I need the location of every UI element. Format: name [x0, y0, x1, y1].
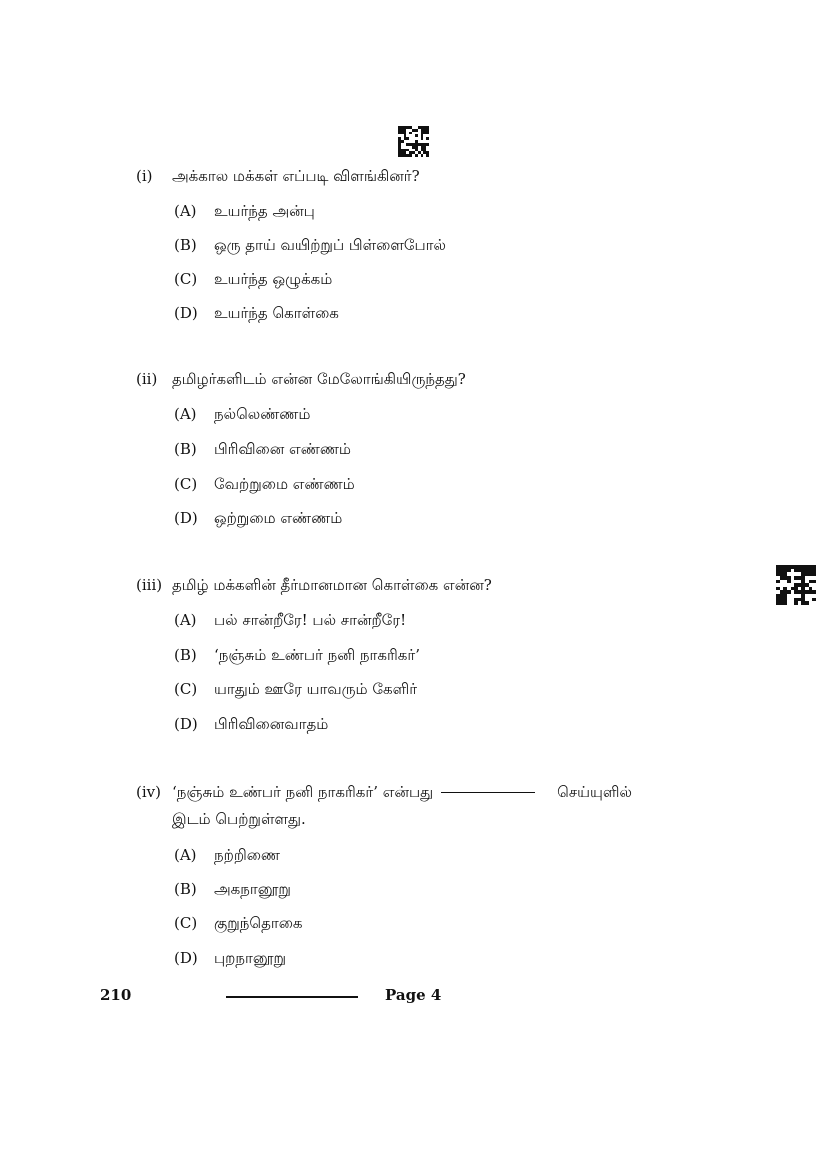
option-text: குறுந்தொகை	[214, 914, 303, 932]
option-text: நல்லெண்ணம்	[214, 405, 311, 423]
option-text: ‘நஞ்சும் உண்பர் நனி நாகரிகர்’	[214, 646, 420, 664]
option-label: (B)	[174, 646, 197, 664]
answer-blank	[441, 792, 535, 793]
option-text: ஒற்றுமை எண்ணம்	[214, 509, 343, 527]
option-b	[174, 879, 291, 899]
option-label: (D)	[174, 304, 198, 322]
qr-code-top	[398, 126, 429, 157]
option-text: உயர்ந்த கொள்கை	[214, 304, 339, 322]
option-a	[174, 845, 280, 865]
paper-code: 210	[100, 986, 132, 1004]
option-a	[174, 404, 310, 424]
option-d	[174, 303, 339, 323]
option-label: (A)	[174, 202, 197, 220]
question-text-line2: இடம் பெற்றுள்ளது.	[172, 810, 306, 828]
question-text: தமிழ் மக்களின் தீர்மானமான கொள்கை என்ன?	[172, 576, 492, 594]
option-d	[174, 508, 342, 528]
footer-divider	[226, 996, 358, 998]
question-number: (iii)	[136, 576, 163, 594]
option-a	[174, 201, 315, 221]
question-text-after-blank: செய்யுளில்	[557, 783, 632, 801]
option-label: (A)	[174, 611, 197, 629]
question-number: (iv)	[136, 783, 161, 801]
option-label: (C)	[174, 914, 198, 932]
page-number: Page 4	[385, 986, 442, 1004]
option-text: உயர்ந்த ஒழுக்கம்	[214, 270, 333, 288]
question-number: (ii)	[136, 370, 158, 388]
option-label: (B)	[174, 440, 197, 458]
option-c	[174, 474, 355, 494]
option-text: உயர்ந்த அன்பு	[214, 202, 315, 220]
option-text: அகநானூறு	[214, 880, 291, 898]
option-text: வேற்றுமை எண்ணம்	[214, 475, 355, 493]
option-label: (B)	[174, 236, 197, 254]
option-b	[174, 235, 446, 255]
option-text: ஒரு தாய் வயிற்றுப் பிள்ளைபோல்	[214, 236, 446, 254]
option-text: பிரிவினைவாதம்	[214, 715, 329, 733]
option-a	[174, 610, 406, 630]
option-text: யாதும் ஊரே யாவரும் கேளிர்	[214, 680, 418, 698]
option-text: நற்றிணை	[214, 846, 281, 864]
option-d	[174, 714, 328, 734]
option-c	[174, 269, 332, 289]
option-label: (C)	[174, 475, 198, 493]
question-text-line1	[172, 782, 632, 802]
option-label: (C)	[174, 270, 198, 288]
option-c	[174, 913, 302, 933]
question-text: அக்கால மக்கள் எப்படி விளங்கினர்?	[172, 167, 420, 185]
option-text: புறநானூறு	[214, 949, 287, 967]
option-label: (D)	[174, 949, 198, 967]
qr-code-side	[776, 565, 816, 605]
question-number: (i)	[136, 167, 153, 185]
option-label: (D)	[174, 509, 198, 527]
option-text: பல் சான்றீரே! பல் சான்றீரே!	[214, 611, 407, 629]
option-text: பிரிவினை எண்ணம்	[214, 440, 351, 458]
option-c	[174, 679, 417, 699]
question-text: தமிழர்களிடம் என்ன மேலோங்கியிருந்தது?	[172, 370, 466, 388]
option-label: (A)	[174, 846, 197, 864]
option-label: (D)	[174, 715, 198, 733]
option-b	[174, 645, 420, 665]
question-text-before-blank: ‘நஞ்சும் உண்பர் நனி நாகரிகர்’ என்பது	[172, 783, 434, 801]
option-label: (C)	[174, 680, 198, 698]
option-d	[174, 948, 286, 968]
option-label: (A)	[174, 405, 197, 423]
option-b	[174, 439, 351, 459]
option-label: (B)	[174, 880, 197, 898]
